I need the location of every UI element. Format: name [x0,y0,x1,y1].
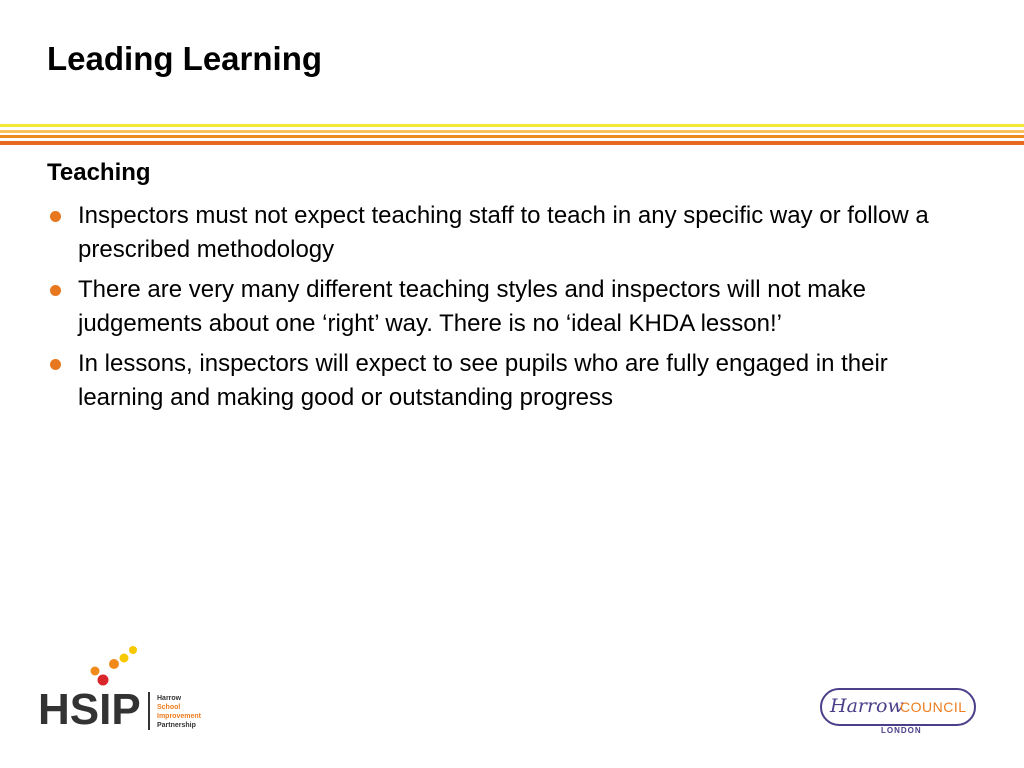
bullet-text: There are very many different teaching styles and inspectors will not make judgements about one ‘right’ way. There is no ‘ideal KHDA lesson!’ [78,276,866,337]
bullet-list [47,199,967,415]
hsip-wordmark: HSIP [38,685,141,734]
bullet-dot-icon [50,285,61,296]
bullet-text: In lessons, inspectors will expect to see pupils who are fully engaged in their learning and making good or outstanding progress [78,350,888,411]
bullet-item [47,273,967,341]
section-heading: Teaching [47,159,151,186]
hsip-tagline-line: Improvement [157,713,201,720]
slide-title: Leading Learning [47,40,323,77]
bullet-text: Inspectors must not expect teaching staff to teach in any specific way or follow a prescribed methodology [78,202,929,263]
hsip-tagline [157,694,201,730]
hsip-tagline-line: School [157,704,181,711]
bullet-item [47,199,967,267]
stripe-orange [0,135,1024,138]
harrow-council-text: COUNCIL [900,699,967,715]
slide-content [47,157,967,421]
harrow-council-logo [820,688,980,740]
hsip-dots-icon [36,644,146,688]
stripe-light-orange [0,130,1024,133]
bullet-dot-icon [50,211,61,222]
bullet-item [47,347,967,415]
bullet-dot-icon [50,359,61,370]
header-stripes [0,124,1024,146]
stripe-yellow [0,124,1024,127]
hsip-divider [148,692,150,730]
hsip-logo [36,644,216,736]
stripe-dark-orange [0,141,1024,145]
hsip-tagline-line: Partnership [157,722,196,729]
harrow-script-text: Harrow [830,695,904,717]
hsip-tagline-line: Harrow [157,695,182,702]
harrow-london-text: LONDON [878,726,925,735]
